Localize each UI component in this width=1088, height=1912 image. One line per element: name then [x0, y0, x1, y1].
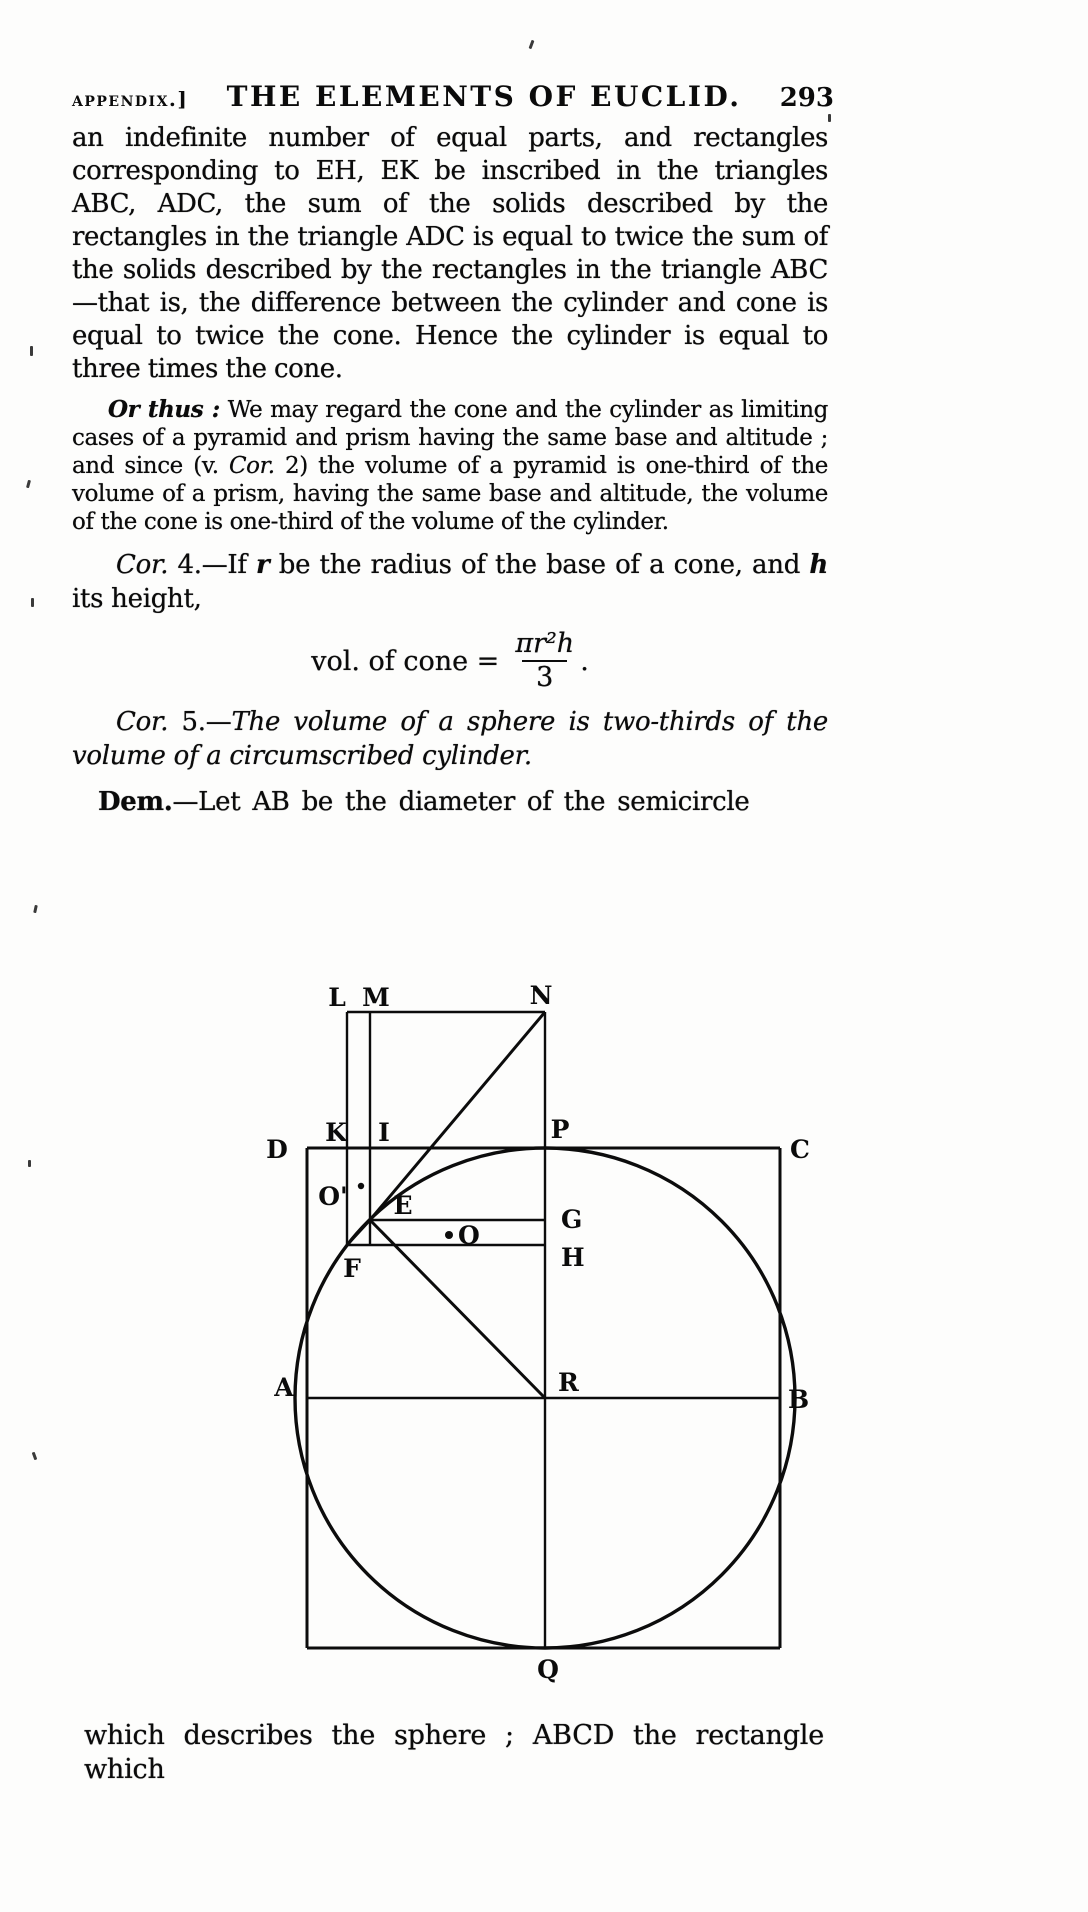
scan-speck: [828, 114, 831, 122]
cor4-text-2: be the radius of the base of a cone, and: [269, 550, 810, 580]
figure-svg: [215, 975, 860, 1700]
formula-lhs: vol. of cone =: [311, 645, 500, 677]
figure-label-M: M: [362, 983, 390, 1012]
formula-numerator: πr²h: [515, 628, 575, 659]
text-column: [72, 122, 828, 819]
figure-label-B: B: [788, 1385, 810, 1414]
paragraph-after-figure: which describes the sphere ; ABCD the rectangle which: [84, 1720, 824, 1785]
or-thus-lead: Or thus :: [108, 396, 220, 423]
figure-label-D: D: [266, 1135, 288, 1164]
figure-label-O-prime: O': [318, 1182, 348, 1211]
paragraph-cone-proof: an indefinite number of equal parts, and rectangles corresponding to EH, EK be inscribed in the triangles ABC, ADC, the sum of the solids described by the rectangles in the triangle ADC is equal to twice the sum of the solids described by the rectangles in the triangle ABC—that is, the difference between the cylinder and cone is equal to twice the cone. Hence the cylinder is equal to three times the cone.: [72, 123, 828, 384]
figure-label-A: A: [274, 1373, 294, 1402]
figure-label-K: K: [325, 1118, 347, 1147]
running-section: appendix.]: [72, 87, 189, 111]
paragraph-or-thus: [72, 396, 828, 536]
figure-label-L: L: [328, 983, 346, 1012]
cor4-var-h: h: [809, 550, 828, 580]
formula-fraction: [509, 630, 580, 693]
page-header: [72, 80, 834, 113]
figure-label-G: G: [561, 1205, 583, 1234]
running-title: THE ELEMENTS OF EUCLID.: [226, 80, 742, 113]
scan-speck: [28, 1160, 31, 1167]
cor4-text-1: 4.—If: [168, 550, 257, 580]
cor5-text-1: 5.—: [168, 706, 232, 737]
figure-label-F: F: [343, 1254, 361, 1283]
page-number: 293: [779, 83, 834, 113]
paragraph-cor-4: [72, 548, 828, 616]
scan-speck: [32, 1452, 38, 1461]
scan-speck: [30, 346, 33, 356]
dem-lead: Dem.: [98, 786, 173, 817]
formula-period: .: [580, 645, 589, 677]
figure-label-I: I: [378, 1118, 390, 1147]
sphere-cylinder-figure: [215, 975, 860, 1700]
scan-speck: [529, 40, 535, 49]
cor5-lead: Cor.: [116, 706, 169, 737]
cone-volume-formula: [72, 630, 828, 693]
or-thus-cor-ref: Cor.: [228, 453, 275, 479]
cor4-lead: Cor.: [116, 550, 169, 580]
cor4-var-r: r: [256, 550, 270, 580]
figure-dot-O: [445, 1231, 453, 1239]
or-thus-text-2: 2) the volume of a pyramid is one-third of the volume of a prism, having the same base and altitude, the volume of the cone is one-third of the volume of the cylinder.: [72, 453, 828, 535]
dem-text: —Let AB be the diameter of the semicircle: [172, 786, 750, 817]
formula-denominator: 3: [522, 660, 567, 692]
scan-speck: [33, 905, 38, 913]
figure-dot-O-prime: [358, 1183, 364, 1189]
scan-speck: [26, 480, 31, 489]
cor4-text-3: its height,: [72, 584, 202, 614]
or-thus-text-1: We may regard the cone and the cylinder as limiting cases of a pyramid and prism having the same base and altitude ; and since (v.: [72, 397, 828, 479]
paragraph-cor-5: [72, 705, 828, 773]
figure-line-NE-diagonal: [370, 1012, 545, 1220]
figure-label-E: E: [393, 1191, 413, 1220]
figure-label-C: C: [790, 1135, 810, 1164]
figure-label-H: H: [561, 1243, 585, 1272]
figure-label-Q: Q: [537, 1655, 559, 1684]
paragraph-dem: [72, 785, 828, 819]
figure-label-N: N: [529, 981, 553, 1010]
scan-speck: [31, 598, 34, 607]
cor5-statement: The volume of a sphere is two-thirds of the volume of a circumscribed cylinder.: [72, 706, 828, 771]
figure-label-O: O: [458, 1221, 480, 1250]
figure-label-P: P: [550, 1115, 570, 1144]
figure-line-EF-chord: [347, 1220, 370, 1245]
figure-label-R: R: [558, 1368, 579, 1397]
